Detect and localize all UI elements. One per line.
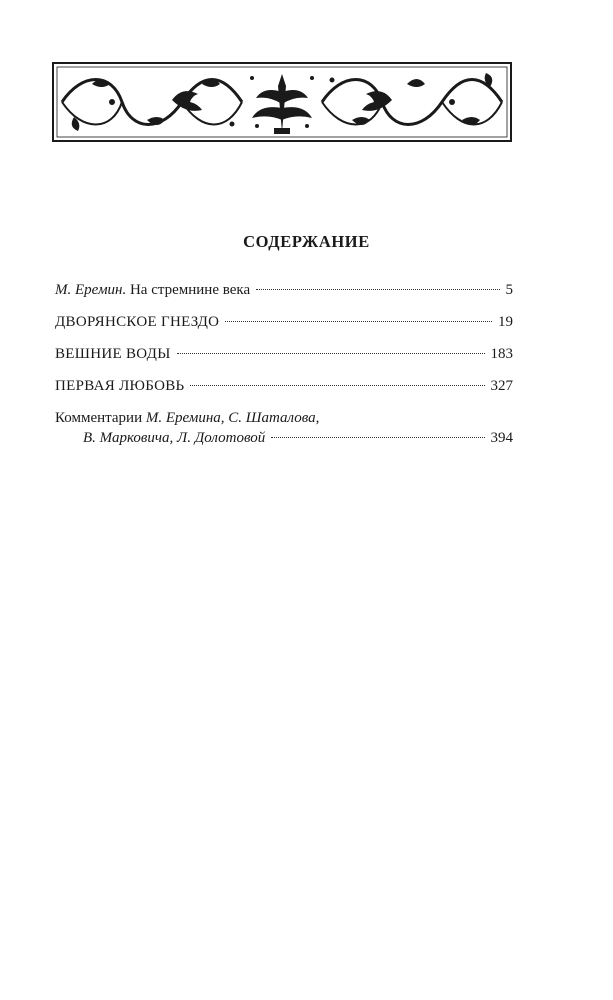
- toc-entry-commentary[interactable]: [55, 408, 513, 448]
- toc-entry-page: 19: [498, 314, 513, 330]
- toc-entry[interactable]: [55, 376, 513, 396]
- toc-entry-author: М. Еремин.: [55, 282, 127, 298]
- header-ornament: [52, 62, 512, 142]
- toc-entry[interactable]: [55, 344, 513, 364]
- page-title: СОДЕРЖАНИЕ: [243, 232, 370, 251]
- toc-entry-title: ПЕРВАЯ ЛЮБОВЬ: [55, 378, 185, 394]
- table-of-contents: [55, 280, 513, 448]
- dot-leader: [177, 353, 485, 354]
- toc-entry-page: 394: [490, 430, 513, 446]
- toc-entry-title: На стремнине века: [129, 282, 251, 298]
- floral-vignette-icon: [52, 62, 512, 142]
- toc-entry[interactable]: [55, 280, 513, 300]
- toc-entry-title: ДВОРЯНСКОЕ ГНЕЗДО: [55, 314, 220, 330]
- toc-entry[interactable]: [55, 312, 513, 332]
- dot-leader: [225, 321, 492, 322]
- toc-entry-title: Комментарии: [55, 410, 143, 426]
- dot-leader: [256, 289, 499, 290]
- toc-entry-title: ВЕШНИЕ ВОДЫ: [55, 346, 171, 362]
- dot-leader: [271, 437, 484, 438]
- toc-entry-page: 183: [490, 346, 513, 362]
- dot-leader: [190, 385, 484, 386]
- toc-entry-author: М. Еремина, С. Шаталова,: [145, 410, 320, 426]
- toc-entry-author: В. Марковича, Л. Долотовой: [83, 430, 266, 446]
- toc-entry-page: 327: [490, 378, 513, 394]
- toc-entry-page: 5: [505, 282, 513, 298]
